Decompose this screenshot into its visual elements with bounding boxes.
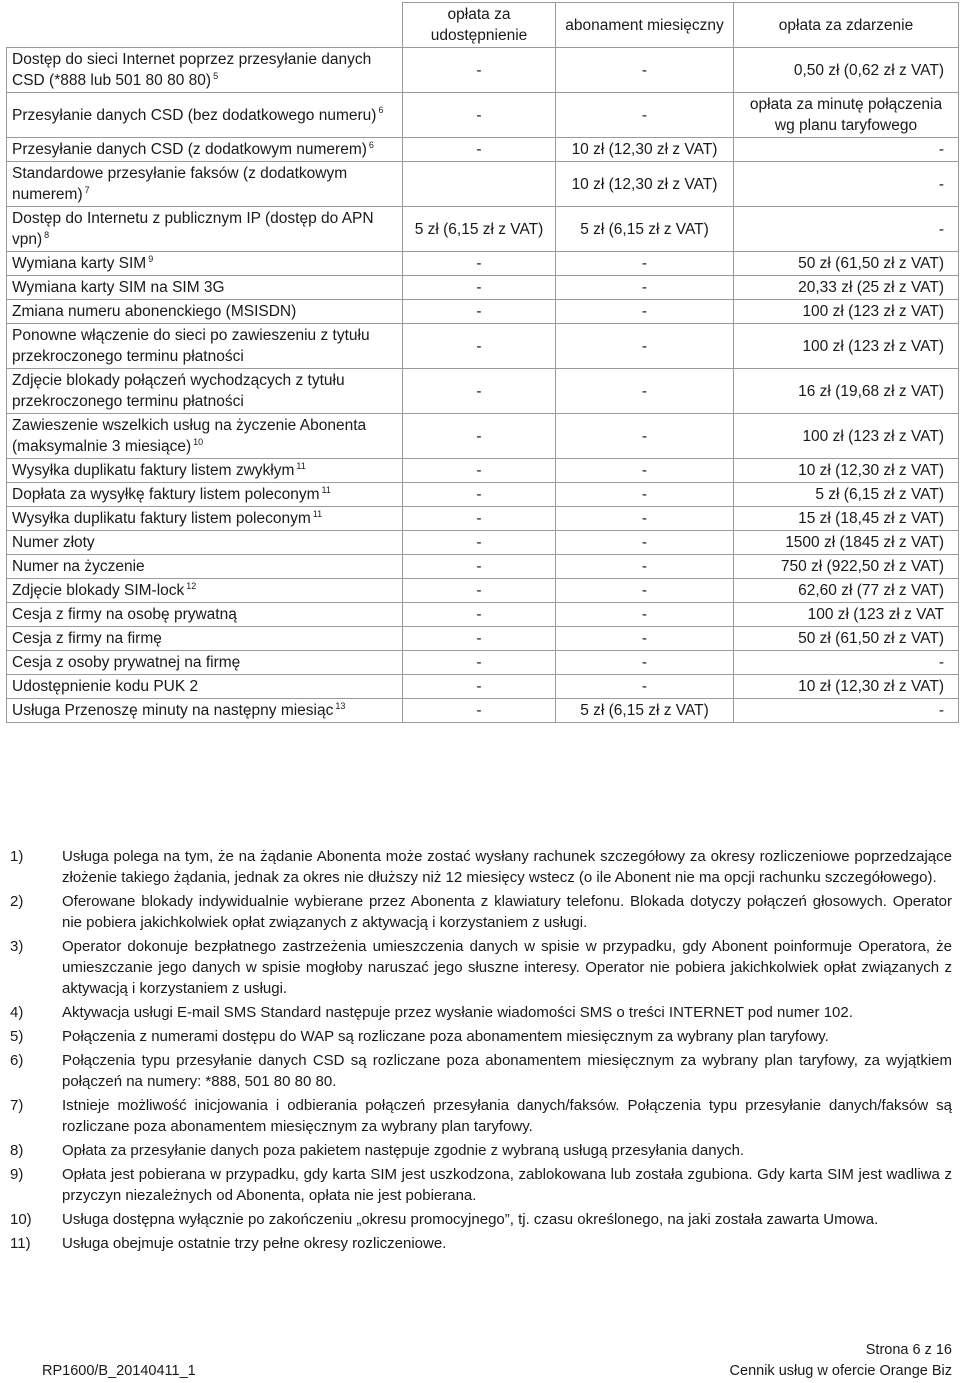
service-label: Cesja z firmy na osobę prywatną — [12, 606, 237, 623]
table-row — [7, 48, 959, 93]
service-label: Przesyłanie danych CSD (z dodatkowym numerem) — [12, 141, 367, 158]
footnote-number: 2) — [10, 893, 24, 910]
footnote-text: Operator dokonuje bezpłatnego zastrzeżenia umieszczenia danych w spisie w przypadku, gdy Abonent poinformuje Operatora, że umieszczanie jego danych w spisie mogłoby naruszać jego słuszne interesy. Operator nie pobiera jakichkolwiek opłat związanych z aktywacją i korzystaniem z usługi. — [62, 938, 952, 997]
footnote-text: Usługa polega na tym, że na żądanie Abonenta może zostać wysłany rachunek szczegółowy za okresy rozliczeniowe poprzedzające złożenie takiego żądania, jednak za okres nie dłuższy niż 12 miesięcy wstecz (o ile Abonent nie ma opcji rachunku szczegółowego). — [62, 848, 952, 886]
table-row — [7, 252, 959, 276]
service-name — [7, 276, 403, 300]
footnote-number: 5) — [10, 1028, 24, 1045]
footnote-text: Oferowane blokady indywidualnie wybierane przez Abonenta z klawiatury telefonu. Blokada dotyczy połączeń głosowych. Operator nie pobiera jakichkolwiek opłat związanych z aktywacją i korzystaniem z usługi. — [62, 893, 952, 931]
setup-fee-cell: - — [403, 627, 556, 651]
price-table — [6, 2, 959, 723]
service-label: Wymiana karty SIM — [12, 255, 147, 272]
service-label: Cesja z osoby prywatnej na firmę — [12, 654, 241, 671]
footnote-ref: 13 — [335, 700, 346, 711]
footnotes — [10, 846, 952, 1257]
setup-fee-cell: - — [403, 324, 556, 369]
footnote-item — [10, 936, 952, 999]
table-row — [7, 555, 959, 579]
monthly-fee-cell: 5 zł (6,15 zł z VAT) — [556, 207, 734, 252]
table-row — [7, 207, 959, 252]
setup-fee-cell: - — [403, 48, 556, 93]
event-fee-cell: 50 zł (61,50 zł z VAT) — [734, 627, 959, 651]
event-fee-cell: 10 zł (12,30 zł z VAT) — [734, 459, 959, 483]
service-name — [7, 414, 403, 459]
monthly-fee-cell: - — [556, 483, 734, 507]
monthly-fee-cell: - — [556, 579, 734, 603]
monthly-fee-cell: - — [556, 675, 734, 699]
footnote-text: Aktywacja usługi E-mail SMS Standard następuje przez wysłanie wiadomości SMS o treści INTERNET pod numer 102. — [62, 1004, 853, 1021]
event-fee-cell: 20,33 zł (25 zł z VAT) — [734, 276, 959, 300]
event-fee-cell: opłata za minutę połączenia wg planu taryfowego — [734, 93, 959, 138]
footnote-text: Istnieje możliwość inicjowania i odbierania połączeń przesyłania danych/faksów. Połączenia typu przesyłanie danych/faksów są rozliczane poza abonamentem miesięcznym za wybrany plan taryfowy. — [62, 1097, 952, 1135]
footnote-text: Połączenia typu przesyłanie danych CSD są rozliczane poza abonamentem miesięcznym za wybrany plan taryfowy, za wyjątkiem połączeń na numery: *888, 501 80 80 80. — [62, 1052, 952, 1090]
footnote-ref: 7 — [84, 184, 90, 195]
setup-fee-cell: - — [403, 507, 556, 531]
footnote-ref: 11 — [296, 460, 306, 471]
footnote-text: Opłata jest pobierana w przypadku, gdy karta SIM jest uszkodzona, zablokowana lub została zgubiona. Gdy karta SIM jest wadliwa z przyczyn niezależnych od Abonenta, opłata nie jest pobierana. — [62, 1166, 952, 1204]
table-row — [7, 651, 959, 675]
service-label: Dopłata za wysyłkę faktury listem poleconym — [12, 486, 320, 503]
monthly-fee-cell: - — [556, 627, 734, 651]
service-name — [7, 93, 403, 138]
table-header-row — [7, 3, 959, 48]
header-blank-cell — [7, 3, 403, 48]
event-fee-cell: 50 zł (61,50 zł z VAT) — [734, 252, 959, 276]
footnote-number: 10) — [10, 1211, 32, 1228]
footnote-item — [10, 846, 952, 888]
service-name — [7, 483, 403, 507]
setup-fee-cell: - — [403, 531, 556, 555]
monthly-fee-cell: - — [556, 603, 734, 627]
service-name — [7, 579, 403, 603]
footnote-item — [10, 1095, 952, 1137]
service-name — [7, 603, 403, 627]
footnote-item — [10, 1026, 952, 1047]
table-row — [7, 162, 959, 207]
header-event-fee: opłata za zdarzenie — [734, 3, 959, 48]
footnote-number: 9) — [10, 1166, 24, 1183]
footnote-ref: 10 — [193, 436, 204, 447]
event-fee-cell: - — [734, 699, 959, 723]
footnote-item — [10, 1050, 952, 1092]
footnote-ref: 6 — [368, 139, 374, 150]
table-row — [7, 414, 959, 459]
footnote-ref: 12 — [186, 580, 197, 591]
service-label: Numer na życzenie — [12, 558, 145, 575]
service-label: Zdjęcie blokady połączeń wychodzących z tytułu przekroczonego terminu płatności — [12, 372, 345, 410]
table-body — [7, 48, 959, 723]
monthly-fee-cell: 5 zł (6,15 zł z VAT) — [556, 699, 734, 723]
setup-fee-cell: - — [403, 675, 556, 699]
table-row — [7, 531, 959, 555]
service-name — [7, 675, 403, 699]
monthly-fee-cell: - — [556, 252, 734, 276]
service-name — [7, 555, 403, 579]
monthly-fee-cell: - — [556, 651, 734, 675]
footnote-text: Usługa dostępna wyłącznie po zakończeniu „okresu promocyjnego”, tj. czasu określonego, na jaki została zawarta Umowa. — [62, 1211, 879, 1228]
page-number: Strona 6 z 16 — [865, 1342, 952, 1358]
event-fee-cell: 100 zł (123 zł z VAT) — [734, 300, 959, 324]
footnote-text: Połączenia z numerami dostępu do WAP są rozliczane poza abonamentem miesięcznym za wybrany plan taryfowy. — [62, 1028, 829, 1045]
event-fee-cell: 750 zł (922,50 zł z VAT) — [734, 555, 959, 579]
table-row — [7, 627, 959, 651]
event-fee-cell: 5 zł (6,15 zł z VAT) — [734, 483, 959, 507]
setup-fee-cell: - — [403, 276, 556, 300]
table-row — [7, 369, 959, 414]
footnote-ref: 11 — [312, 508, 323, 519]
setup-fee-cell: - — [403, 93, 556, 138]
footnote-number: 4) — [10, 1004, 24, 1021]
table-row — [7, 300, 959, 324]
setup-fee-cell: - — [403, 579, 556, 603]
service-name — [7, 699, 403, 723]
table-row — [7, 579, 959, 603]
event-fee-cell: - — [734, 207, 959, 252]
footnote-number: 7) — [10, 1097, 24, 1114]
service-name — [7, 162, 403, 207]
monthly-fee-cell: - — [556, 48, 734, 93]
service-name — [7, 300, 403, 324]
setup-fee-cell: - — [403, 138, 556, 162]
monthly-fee-cell: - — [556, 555, 734, 579]
service-name — [7, 459, 403, 483]
monthly-fee-cell: - — [556, 324, 734, 369]
service-name — [7, 48, 403, 93]
service-label: Udostępnienie kodu PUK 2 — [12, 678, 199, 695]
footnote-ref: 11 — [321, 484, 331, 495]
service-name — [7, 252, 403, 276]
event-fee-cell: 1500 zł (1845 zł z VAT) — [734, 531, 959, 555]
setup-fee-cell: - — [403, 483, 556, 507]
service-label: Standardowe przesyłanie faksów (z dodatkowym numerem) — [12, 165, 348, 203]
header-setup-fee: opłata za udostępnienie — [403, 3, 556, 48]
service-name — [7, 369, 403, 414]
monthly-fee-cell: 10 zł (12,30 zł z VAT) — [556, 138, 734, 162]
footnote-number: 3) — [10, 938, 24, 955]
footnote-item — [10, 1164, 952, 1206]
service-label: Cesja z firmy na firmę — [12, 630, 162, 647]
event-fee-cell: 16 zł (19,68 zł z VAT) — [734, 369, 959, 414]
setup-fee-cell: - — [403, 300, 556, 324]
service-label: Wymiana karty SIM na SIM 3G — [12, 279, 225, 296]
table-row — [7, 675, 959, 699]
monthly-fee-cell: 10 zł (12,30 zł z VAT) — [556, 162, 734, 207]
service-name — [7, 627, 403, 651]
setup-fee-cell: - — [403, 459, 556, 483]
service-label: Zdjęcie blokady SIM-lock — [12, 582, 185, 599]
service-label: Przesyłanie danych CSD (bez dodatkowego numeru) — [12, 106, 377, 124]
service-name — [7, 531, 403, 555]
setup-fee-cell: - — [403, 651, 556, 675]
service-label: Zawieszenie wszelkich usług na życzenie Abonenta (maksymalnie 3 miesiące) — [12, 417, 367, 455]
footnote-ref: 8 — [44, 229, 50, 240]
event-fee-cell: 100 zł (123 zł z VAT — [734, 603, 959, 627]
footnote-number: 8) — [10, 1142, 24, 1159]
setup-fee-cell: - — [403, 603, 556, 627]
event-fee-cell: 15 zł (18,45 zł z VAT) — [734, 507, 959, 531]
footnote-text: Usługa obejmuje ostatnie trzy pełne okresy rozliczeniowe. — [62, 1235, 447, 1252]
event-fee-cell: 10 zł (12,30 zł z VAT) — [734, 675, 959, 699]
event-fee-cell: 100 zł (123 zł z VAT) — [734, 414, 959, 459]
table-row — [7, 507, 959, 531]
service-label: Wysyłka duplikatu faktury listem poleconym — [12, 510, 311, 527]
header-monthly-fee: abonament miesięczny — [556, 3, 734, 48]
table-row — [7, 93, 959, 138]
document-code: RP1600/B_20140411_1 — [42, 1363, 196, 1379]
setup-fee-cell: - — [403, 555, 556, 579]
monthly-fee-cell: - — [556, 459, 734, 483]
service-label: Usługa Przenoszę minuty na następny miesiąc — [12, 702, 334, 719]
document-title: Cennik usług w ofercie Orange Biz — [729, 1363, 952, 1379]
setup-fee-cell: - — [403, 369, 556, 414]
table-row — [7, 483, 959, 507]
footnote-item — [10, 891, 952, 933]
footnote-item — [10, 1209, 952, 1230]
setup-fee-cell: - — [403, 414, 556, 459]
monthly-fee-cell: - — [556, 300, 734, 324]
service-name — [7, 138, 403, 162]
service-label: Dostęp do sieci Internet poprzez przesyłanie danych CSD (*888 lub 501 80 80 80) — [12, 51, 372, 89]
service-label: Zmiana numeru abonenckiego (MSISDN) — [12, 303, 297, 320]
footnote-item — [10, 1233, 952, 1254]
monthly-fee-cell: - — [556, 93, 734, 138]
event-fee-cell: - — [734, 162, 959, 207]
table-row — [7, 276, 959, 300]
event-fee-cell: 0,50 zł (0,62 zł z VAT) — [734, 48, 959, 93]
setup-fee-cell: - — [403, 252, 556, 276]
table-row — [7, 324, 959, 369]
event-fee-cell: 62,60 zł (77 zł z VAT) — [734, 579, 959, 603]
service-name — [7, 651, 403, 675]
footnote-text: Opłata za przesyłanie danych poza pakietem następuje zgodnie z wybraną usługą przesyłania danych. — [62, 1142, 745, 1159]
table-row — [7, 459, 959, 483]
footnote-ref: 6 — [378, 105, 384, 116]
monthly-fee-cell: - — [556, 507, 734, 531]
event-fee-cell: - — [734, 651, 959, 675]
event-fee-cell: - — [734, 138, 959, 162]
footnote-number: 6) — [10, 1052, 24, 1069]
table-row — [7, 603, 959, 627]
footnote-ref: 5 — [213, 70, 219, 81]
monthly-fee-cell: - — [556, 531, 734, 555]
footnote-number: 11) — [10, 1235, 31, 1252]
service-name — [7, 324, 403, 369]
service-label: Numer złoty — [12, 534, 95, 551]
footnote-number: 1) — [10, 848, 24, 865]
setup-fee-cell: - — [403, 699, 556, 723]
footnote-ref: 9 — [148, 253, 154, 264]
table-row — [7, 138, 959, 162]
service-label: Dostęp do Internetu z publicznym IP (dostęp do APN vpn) — [12, 210, 374, 248]
setup-fee-cell — [403, 162, 556, 207]
monthly-fee-cell: - — [556, 414, 734, 459]
monthly-fee-cell: - — [556, 276, 734, 300]
footnote-item — [10, 1002, 952, 1023]
footnote-item — [10, 1140, 952, 1161]
setup-fee-cell: 5 zł (6,15 zł z VAT) — [403, 207, 556, 252]
event-fee-cell: 100 zł (123 zł z VAT) — [734, 324, 959, 369]
service-label: Wysyłka duplikatu faktury listem zwykłym — [12, 462, 295, 479]
service-name — [7, 207, 403, 252]
monthly-fee-cell: - — [556, 369, 734, 414]
table-row — [7, 699, 959, 723]
service-name — [7, 507, 403, 531]
service-label: Ponowne włączenie do sieci po zawieszeniu z tytułu przekroczonego terminu płatności — [12, 327, 370, 365]
